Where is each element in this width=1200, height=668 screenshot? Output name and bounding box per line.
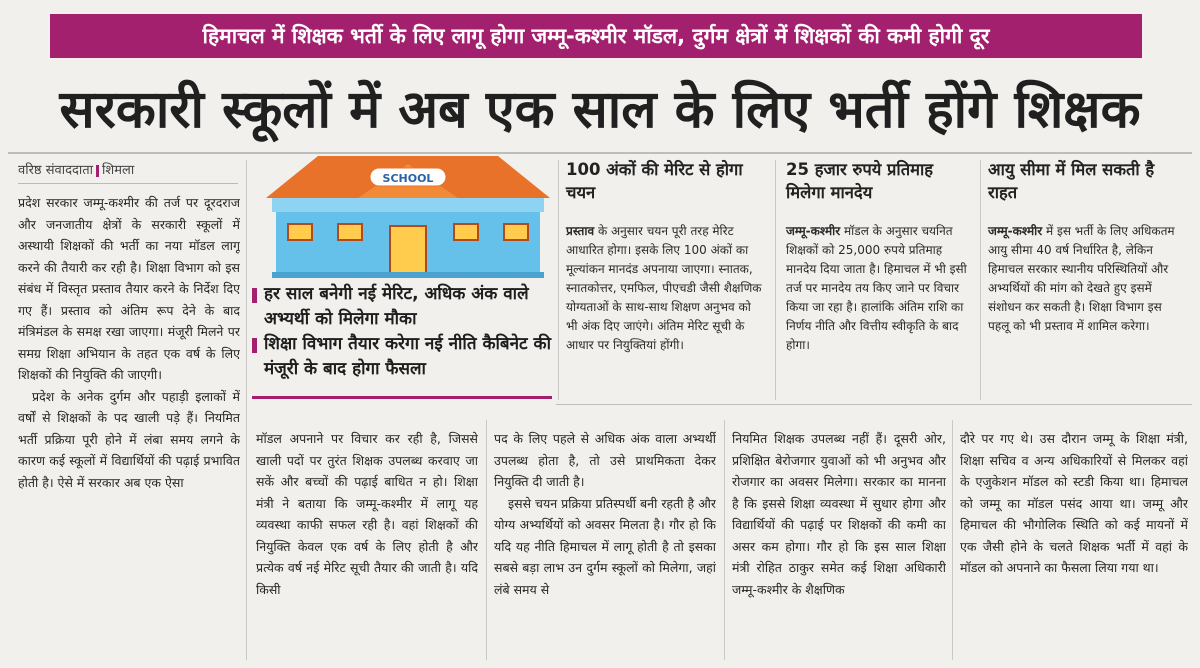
sidebar-heading-merit: 100 अंकों की मेरिट से होगा चयन bbox=[566, 160, 743, 202]
column-divider bbox=[486, 420, 487, 660]
paragraph: प्रदेश के अनेक दुर्गम और पहाड़ी इलाकों में वर्षों से शिक्षकों के पद खाली पड़े हैं। नियमित भर्ती प्रक्रिया पूरी होने में लंबा समय लगने के कारण कई स्कूलों में विद्यार्थियों की पढ़ाई प्रभावित होती है। ऐसे में सरकार अब एक ऐसा bbox=[18, 388, 240, 490]
cornice bbox=[272, 198, 544, 212]
highlights-underline bbox=[252, 396, 552, 399]
school-base bbox=[272, 272, 544, 278]
sidebar-heading-age: आयु सीमा में मिल सकती है राहत bbox=[988, 160, 1155, 202]
column-divider bbox=[558, 160, 559, 400]
paragraph: दौरे पर गए थे। उस दौरान जम्मू के शिक्षा मंत्री, शिक्षा सचिव व अन्य अधिकारियों से मिलकर वहां के एजुकेशन मॉडल को स्टडी किया था। हिमाचल को जम्मू का मॉडल पसंद आया था। जम्मू और हिमाचल की भौगोलिक स्थिति को कई मायनों में एक जैसी होने के चलते शिक्षक भर्ती में वहां के मॉडल को अपनाने का फैसला लिया गया था। bbox=[960, 431, 1188, 575]
article-column-5 bbox=[960, 428, 1188, 662]
paragraph: नियमित शिक्षक उपलब्ध नहीं हैं। दूसरी ओर, प्रशिक्षित बेरोजगार युवाओं को भी अनुभव और रोजगार का अवसर मिलेगा। सरकार का मानना है कि इससे शिक्षा व्यवस्था में सुधार होगा और विद्यार्थियों की पढ़ाई पर शिक्षकों की कमी का असर कम होगा। गौर हो कि इस साल शिक्षा मंत्री रोहित ठाकुर समेत कई शिक्षा अधिकारी जम्मू-कश्मीर के शैक्षणिक bbox=[732, 431, 946, 597]
sidebar-body-honorarium bbox=[786, 222, 974, 397]
highlight-item: शिक्षा विभाग तैयार करेगा नई नीति कैबिनेट की मंजूरी के बाद होगा फैसला bbox=[252, 332, 552, 382]
window-shape bbox=[504, 224, 528, 240]
top-strap: हिमाचल में शिक्षक भर्ती के लिए लागू होगा जम्मू-कश्मीर मॉडल, दुर्गम क्षेत्रों में शिक्षकों की कमी होगी दूर bbox=[50, 14, 1142, 58]
sidebar-lead: जम्मू-कश्मीर bbox=[988, 224, 1043, 238]
sidebar-rule bbox=[556, 404, 1192, 405]
byline-divider bbox=[96, 165, 99, 177]
sidebar-lead: जम्मू-कश्मीर bbox=[786, 224, 841, 238]
byline-reporter: वरिष्ठ संवाददाता bbox=[18, 163, 94, 178]
byline-place: शिमला bbox=[102, 163, 135, 178]
column-divider bbox=[724, 420, 725, 660]
window-shape bbox=[288, 224, 312, 240]
window-shape bbox=[338, 224, 362, 240]
column-divider bbox=[246, 160, 247, 660]
article-column-3 bbox=[494, 428, 716, 662]
paragraph: इससे चयन प्रक्रिया प्रतिस्पर्धी बनी रहती है और योग्य अभ्यर्थियों को अवसर मिलता है। गौर हो कि यदि यह नीति हिमाचल में लागू होती है तो इसका सबसे बड़ा लाभ उन दुर्गम स्कूलों को मिलेगा, जहां लंबे समय से bbox=[494, 495, 716, 597]
sidebar-text: में इस भर्ती के लिए अधिकतम आयु सीमा 40 वर्ष निर्धारित है, लेकिन हिमाचल सरकार स्थानीय परिस्थितियों और अभ्यर्थियों की मांग को देखते हुए इसमें संशोधन कर सकती है। शिक्षा विभाग इस पहलू को भी प्रस्ताव में शामिल करेगा। bbox=[988, 224, 1175, 333]
paragraph: मॉडल अपनाने पर विचार कर रही है, जिससे खाली पदों पर तुरंत शिक्षक उपलब्ध करवाए जा सकें और बच्चों की पढ़ाई बाधित न हो। शिक्षा मंत्री ने बताया कि जम्मू-कश्मीर में लागू यह व्यवस्था काफी सफल रही है। वहां शिक्षकों की नियुक्ति केवल एक वर्ष के लिए होती है और प्रत्येक वर्ष नई मेरिट सूची तैयार की जाती है। यदि किसी bbox=[256, 431, 478, 597]
school-illustration bbox=[258, 150, 558, 280]
column-divider bbox=[775, 160, 776, 400]
sidebar-text: के अनुसार चयन पूरी तरह मेरिट आधारित होगा। इसके लिए 100 अंकों का मूल्यांकन मानदंड अपनाया जाएगा। स्नातक, स्नातकोत्तर, एमफिल, पीएचडी जैसी शैक्षणिक योग्यताओं के साथ-साथ शिक्षण अनुभव को भी अंक दिए जाएंगे। अंतिम मेरिट सूची के आधार पर नियुक्तियां होंगी। bbox=[566, 224, 762, 352]
byline bbox=[18, 160, 238, 184]
highlights-box bbox=[252, 282, 552, 394]
paragraph: पद के लिए पहले से अधिक अंक वाला अभ्यर्थी उपलब्ध होता है, तो उसे प्राथमिकता देकर नियुक्ति दी जाती है। bbox=[494, 431, 716, 489]
sidebar-body-age bbox=[988, 222, 1186, 397]
article-column-1 bbox=[18, 192, 240, 662]
paragraph: प्रदेश सरकार जम्मू-कश्मीर की तर्ज पर दूरदराज और जनजातीय क्षेत्रों के सरकारी स्कूलों में अस्थायी शिक्षकों की भर्ती का नया मॉडल लागू करने की तैयारी कर रही है। शिक्षा विभाग को इस संबंध में विस्तृत प्रस्ताव तैयार करने के निर्देश दिए गए हैं। प्रस्ताव को अंतिम रूप देने के बाद मंत्रिमंडल के समक्ष रखा जाएगा। मंजूरी मिलने पर समग्र शिक्षा अभियान के तहत एक वर्ष के लिए शिक्षकों की नियुक्ति की जाएगी। bbox=[18, 195, 240, 382]
sidebar-lead: प्रस्ताव bbox=[566, 224, 595, 238]
window-shape bbox=[454, 224, 478, 240]
door-shape bbox=[390, 226, 426, 274]
column-divider bbox=[952, 420, 953, 660]
sidebar-body-merit bbox=[566, 222, 766, 397]
headline: सरकारी स्कूलों में अब एक साल के लिए भर्ती होंगे शिक्षक bbox=[59, 80, 1141, 140]
article-column-2 bbox=[256, 428, 478, 662]
column-divider bbox=[980, 160, 981, 400]
sidebar-heading-honorarium: 25 हजार रुपये प्रतिमाह मिलेगा मानदेय bbox=[786, 160, 933, 202]
school-sign-text: SCHOOL bbox=[382, 172, 434, 185]
article-column-4 bbox=[732, 428, 946, 662]
headline-rule bbox=[8, 152, 1192, 154]
highlight-item: हर साल बनेगी नई मेरिट, अधिक अंक वाले अभ्यर्थी को मिलेगा मौका bbox=[252, 282, 552, 332]
sidebar-text: मॉडल के अनुसार चयनित शिक्षकों को 25,000 रुपये प्रतिमाह मानदेय दिया जाता है। हिमाचल में भी इसी तर्ज पर मानदेय तय किए जाने पर विचार किया जा रहा है। हालांकि अंतिम राशि का निर्णय नीति और वित्तीय स्वीकृति के बाद होगा। bbox=[786, 224, 967, 352]
